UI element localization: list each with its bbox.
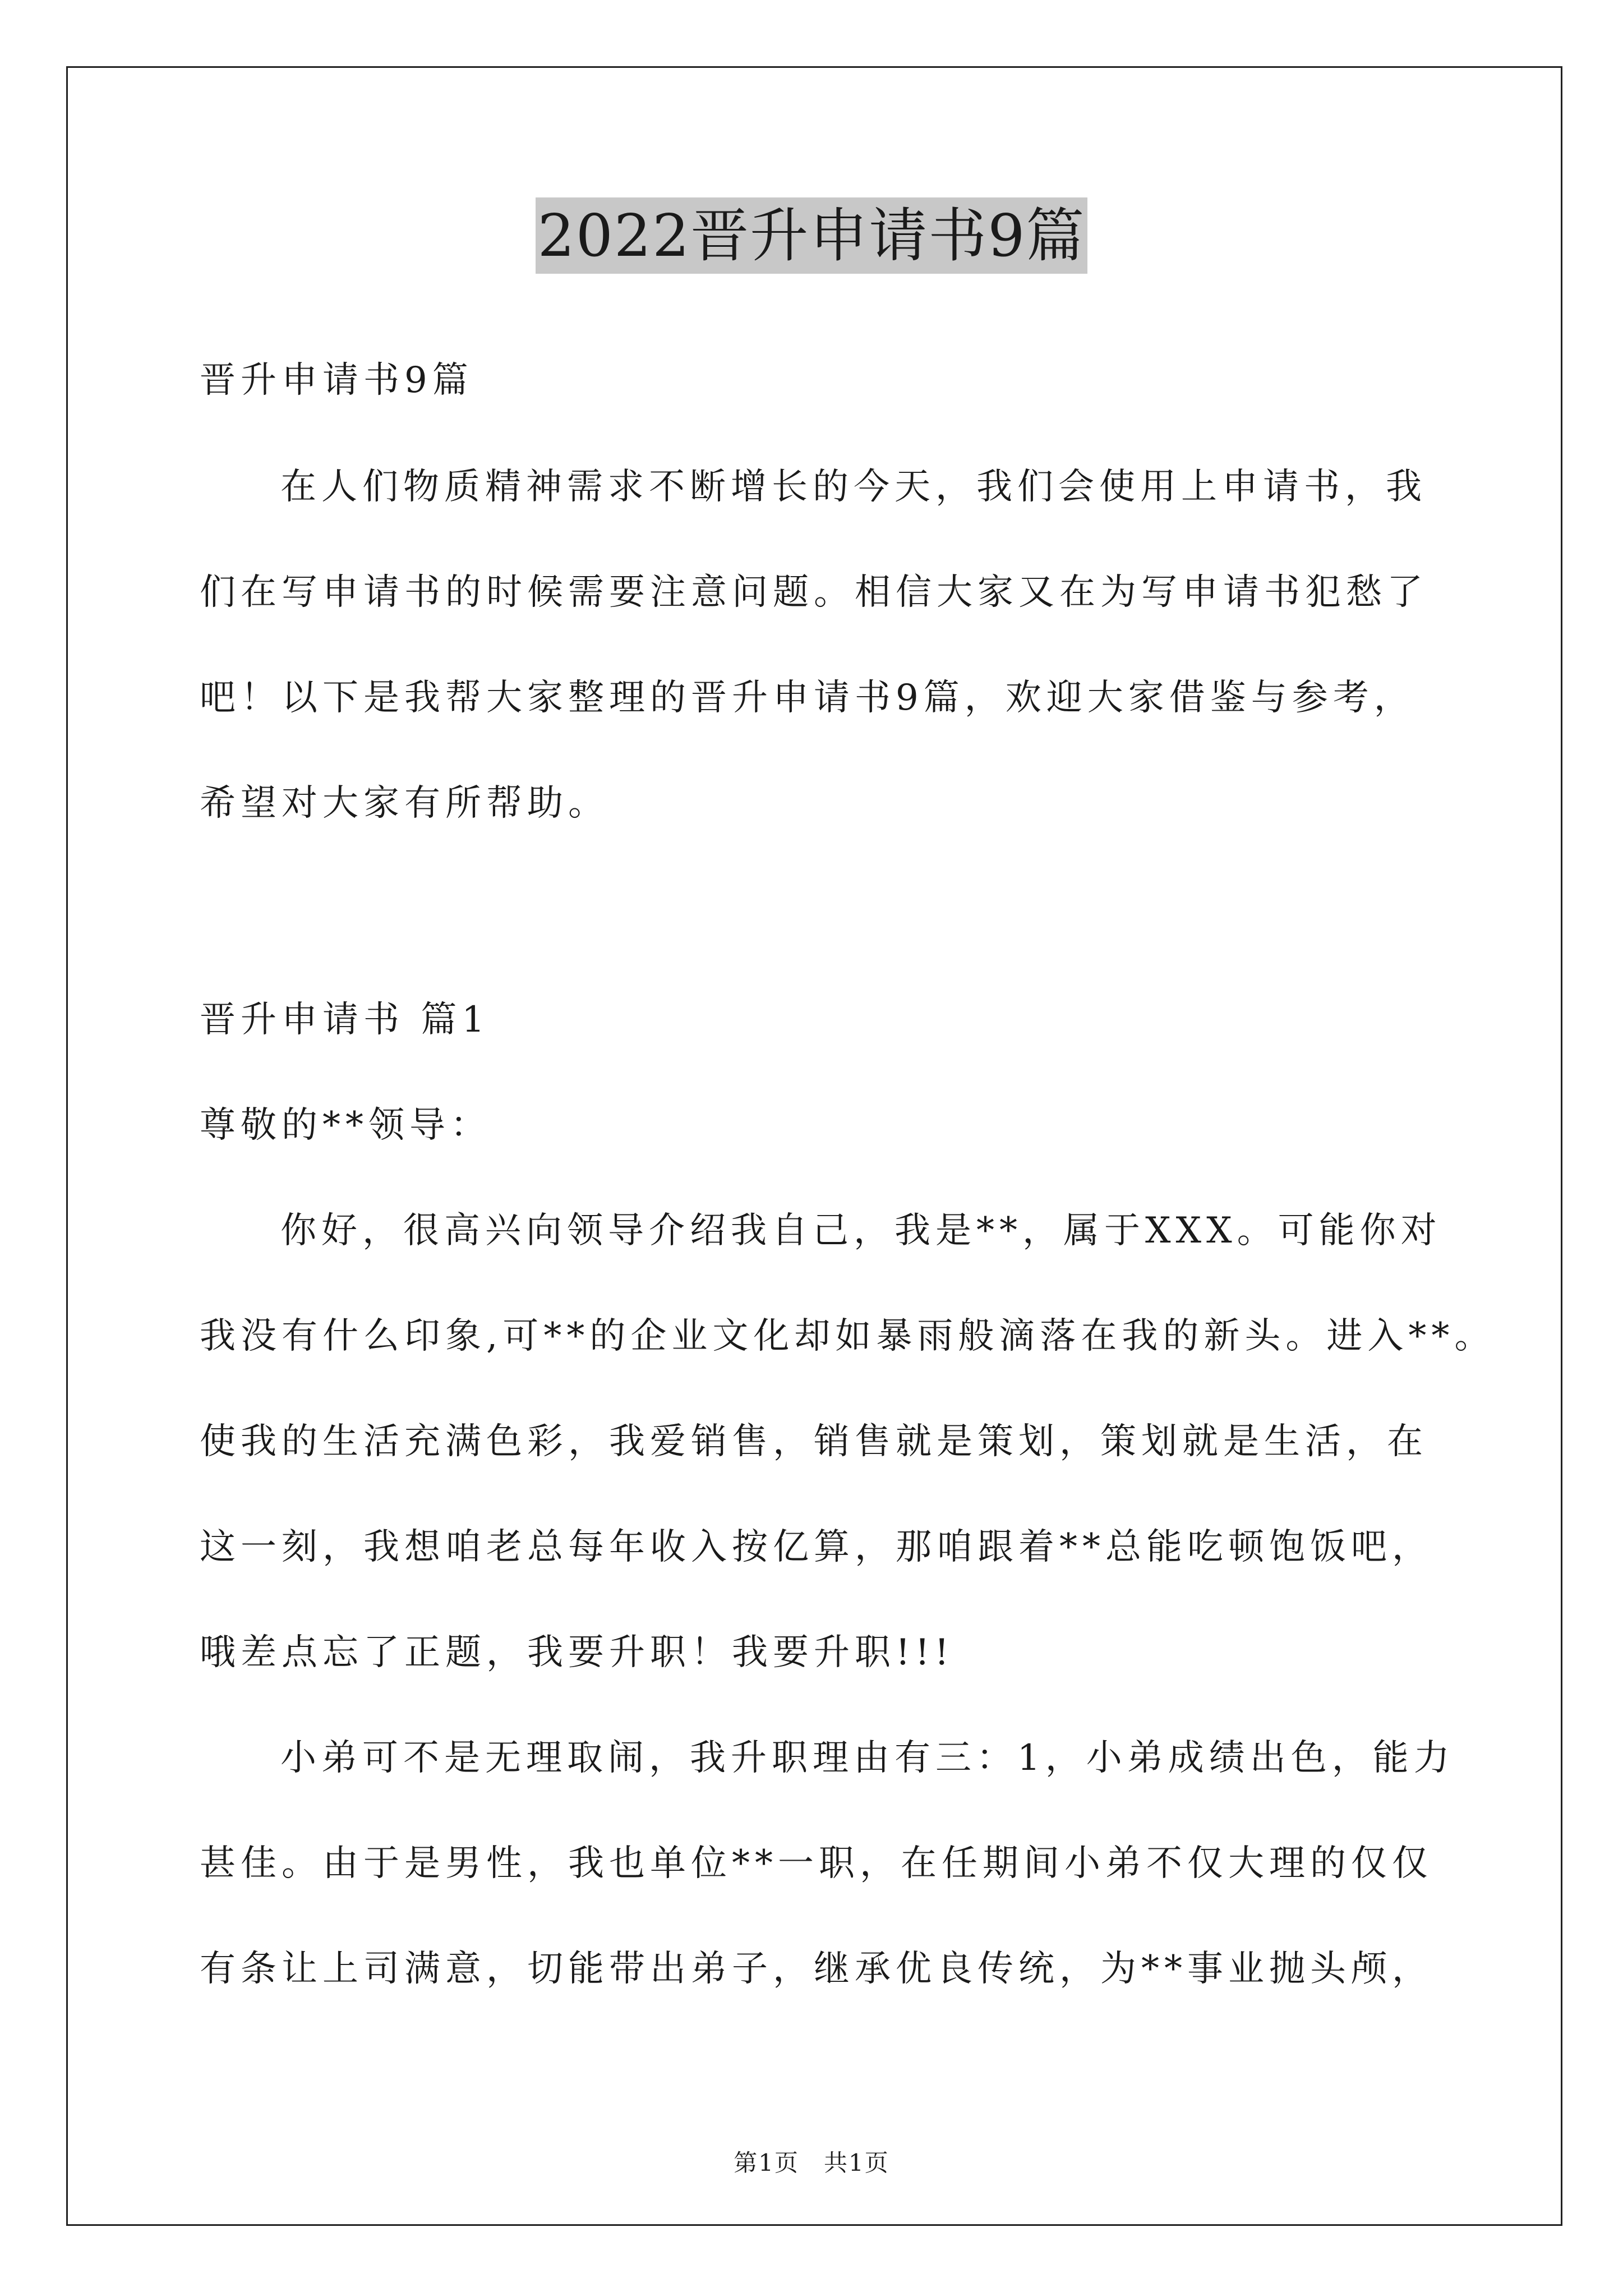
paragraph-line: 有条让上司满意，切能带出弟子，继承优良传统，为**事业抛头颅， [200, 1948, 1433, 1990]
paragraph-line: 使我的生活充满色彩，我爱销售，销售就是策划，策划就是生活，在 [200, 1421, 1428, 1462]
title-container [0, 197, 1623, 274]
paragraph-line: 你好，很高兴向领导介绍我自己，我是**，属于XXX。可能你对 [280, 1210, 1442, 1251]
intro-line: 吧！以下是我帮大家整理的晋升申请书9篇，欢迎大家借鉴与参考， [200, 677, 1415, 719]
intro-line: 们在写申请书的时候需要注意问题。相信大家又在为写申请书犯愁了 [200, 572, 1428, 613]
document-title: 2022晋升申请书9篇 [536, 197, 1088, 274]
document-subtitle: 晋升申请书9篇 [200, 360, 473, 401]
paragraph-line: 甚佳。由于是男性，我也单位**一职，在任期间小弟不仅大理的仅仅 [200, 1843, 1433, 1884]
salutation: 尊敬的**领导： [200, 1105, 491, 1146]
page-number: 第1页 共1页 [734, 2149, 889, 2177]
paragraph-line: 这一刻，我想咱老总每年收入按亿算，那咱跟着**总能吃顿饱饭吧， [200, 1526, 1433, 1568]
intro-line: 在人们物质精神需求不断增长的今天，我们会使用上申请书，我 [280, 466, 1427, 508]
paragraph-line: 我没有什么印象,可**的企业文化却如暴雨般滴落在我的新头。进入**。 [200, 1315, 1496, 1357]
paragraph-line: 哦差点忘了正题，我要升职！我要升职!!! [200, 1632, 955, 1673]
section-heading: 晋升申请书 篇1 [200, 999, 490, 1041]
intro-line: 希望对大家有所帮助。 [200, 783, 609, 824]
paragraph-line: 小弟可不是无理取闹，我升职理由有三：1，小弟成绩出色，能力 [280, 1737, 1455, 1779]
